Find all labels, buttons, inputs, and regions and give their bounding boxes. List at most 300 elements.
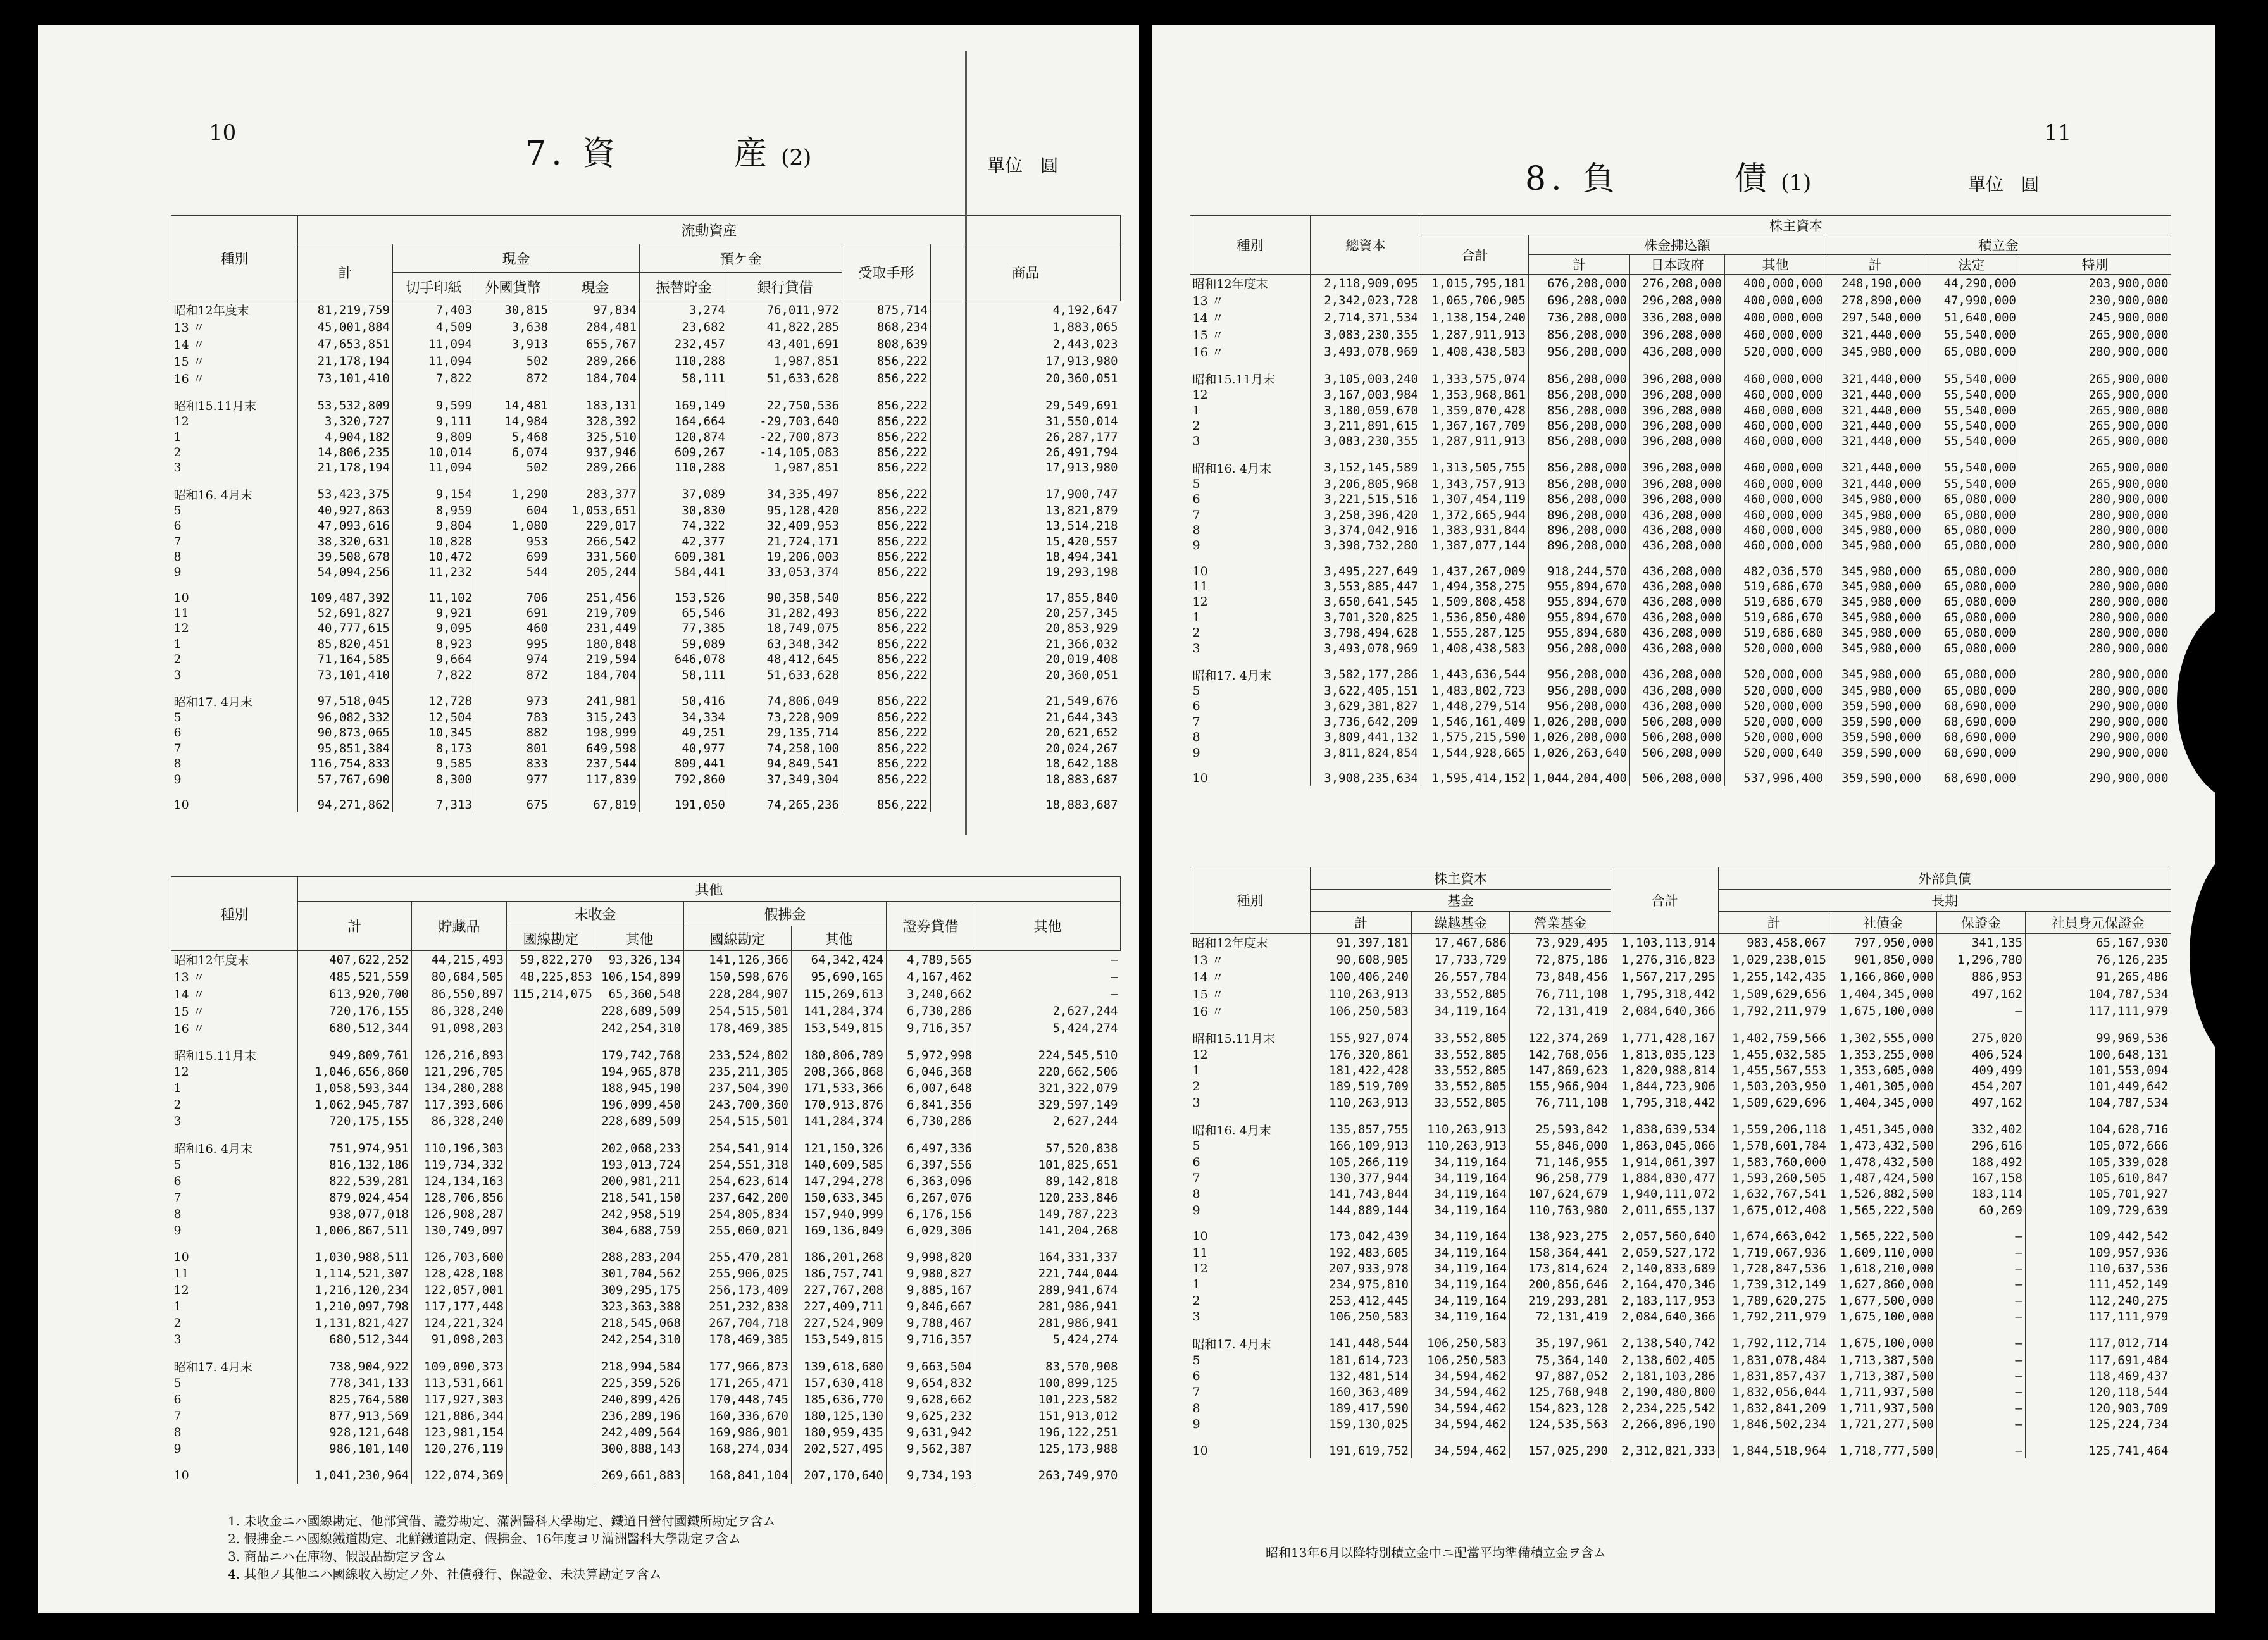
table-cell: 90,873,065: [298, 725, 393, 740]
table-cell: 26,557,784: [1412, 968, 1510, 985]
table-cell: 1,114,521,307: [298, 1265, 412, 1282]
gap-cell: [1311, 449, 1421, 459]
table-cell: 4,904,182: [298, 429, 393, 444]
table-cell: 218,541,150: [595, 1190, 684, 1206]
table-cell: 738,904,922: [298, 1358, 412, 1375]
gap-cell: [1510, 1111, 1611, 1121]
table-cell: 1,065,706,905: [1421, 292, 1529, 309]
table-cell: [507, 1080, 595, 1096]
table-row: [1190, 730, 2171, 745]
table-row: [171, 318, 1121, 335]
gap-cell: [171, 787, 298, 797]
table-cell: 12,504: [393, 710, 475, 725]
table-cell: 194,965,878: [595, 1064, 684, 1080]
table-cell: 20,621,652: [931, 725, 1121, 740]
row-period: 2: [1192, 1293, 1200, 1308]
table-cell: 1,401,305,000: [1829, 1079, 1937, 1095]
table-row: [1190, 699, 2171, 714]
table-cell: 1,103,113,914: [1611, 934, 1719, 952]
table-cell: 3,258,396,420: [1311, 507, 1421, 522]
gap-cell: [887, 1457, 975, 1467]
table-cell: 125,224,734: [2026, 1416, 2171, 1432]
table-cell: 3,398,732,280: [1311, 538, 1421, 553]
row-period: 8: [173, 757, 182, 771]
gap-cell: [2019, 360, 2171, 370]
table-cell: 34,119,164: [1412, 1245, 1510, 1260]
table-cell: 144,889,144: [1311, 1202, 1412, 1218]
table-cell: 21,549,676: [931, 693, 1121, 710]
group-temp-payment: 假拂金: [684, 902, 887, 926]
table-row: [171, 1222, 1121, 1239]
table-cell: 751,974,951: [298, 1140, 412, 1157]
gap-cell: [1412, 1219, 1510, 1229]
left-page: [38, 25, 1139, 1613]
gap-cell: [975, 1239, 1121, 1249]
row-period: 昭和17. 4月末: [1192, 1337, 1271, 1351]
row-gap: [1190, 360, 2171, 370]
gap-cell: [640, 787, 728, 797]
gap-cell: [1829, 1325, 1937, 1335]
table-cell: 309,295,175: [595, 1282, 684, 1298]
table-cell: 1,675,100,000: [1829, 1002, 1937, 1019]
table-cell: 57,520,838: [975, 1140, 1121, 1157]
row-period: 10: [173, 1469, 189, 1482]
table-cell: 44,290,000: [1924, 275, 2019, 292]
table-cell: 10,472: [393, 549, 475, 564]
gap-cell: [171, 1239, 298, 1249]
table-cell: 117,691,484: [2026, 1352, 2171, 1368]
table-cell: 53,532,809: [298, 397, 393, 414]
table-cell: 3,374,042,916: [1311, 523, 1421, 538]
gap-cell: [684, 1129, 792, 1140]
table-cell: 153,526: [640, 590, 728, 606]
table-cell: 9,921: [393, 606, 475, 621]
row-gap: [1190, 1219, 2171, 1229]
row-period: 10: [1192, 1229, 1208, 1244]
gap-cell: [1924, 761, 2019, 771]
row-period: 5: [173, 1376, 182, 1390]
table-cell: 155,966,904: [1510, 1079, 1611, 1095]
table-cell: 956,208,000: [1529, 640, 1630, 655]
table-cell: 5,468: [475, 429, 551, 444]
table-cell: 14,481: [475, 397, 551, 414]
table-cell: 141,284,374: [792, 1113, 887, 1129]
table-row: [171, 486, 1121, 503]
gap-cell: [1924, 656, 2019, 666]
table-cell: 856,222: [842, 370, 931, 387]
table-cell: 341,135: [1937, 934, 2026, 952]
gap-cell: [298, 387, 393, 397]
table-cell: 29,549,691: [931, 397, 1121, 414]
table-cell: 11,102: [393, 590, 475, 606]
table-cell: 856,208,000: [1529, 326, 1630, 343]
table-row: [171, 1047, 1121, 1064]
table-cell: 17,733,729: [1412, 951, 1510, 968]
row-period: 16 〃: [1192, 345, 1224, 359]
table-cell: 164,331,337: [975, 1249, 1121, 1265]
table-cell: 65,360,548: [595, 985, 684, 1002]
gap-cell: [298, 1348, 412, 1358]
row-period: 6: [1192, 1369, 1200, 1383]
table-cell: 157,940,999: [792, 1206, 887, 1222]
table-cell: —: [1937, 1245, 2026, 1260]
table-cell: 1,789,620,275: [1719, 1293, 1829, 1308]
table-cell: 6,046,368: [887, 1064, 975, 1080]
row-period: 3: [1192, 434, 1200, 449]
gap-cell: [1421, 449, 1529, 459]
table-cell: 80,684,505: [412, 968, 507, 985]
table-cell: 74,806,049: [728, 693, 842, 710]
table-cell: 436,208,000: [1630, 523, 1725, 538]
table-cell: 72,875,186: [1510, 951, 1611, 968]
row-period: 昭和15.11月末: [1192, 1032, 1275, 1046]
table-cell: 94,849,541: [728, 756, 842, 771]
gap-cell: [551, 683, 640, 693]
gap-cell: [887, 1239, 975, 1249]
row-period: 7: [173, 534, 182, 549]
table-cell: 506,208,000: [1630, 745, 1725, 760]
table-cell: 2,627,244: [975, 1113, 1121, 1129]
col-long-total: 計: [1719, 912, 1829, 934]
table-cell: 33,053,374: [728, 564, 842, 580]
table-cell: 396,208,000: [1630, 492, 1725, 507]
table-cell: 856,208,000: [1529, 459, 1630, 476]
gap-cell: [792, 1239, 887, 1249]
col-other: 其他: [975, 902, 1121, 951]
row-period: 14 〃: [173, 338, 205, 352]
table-cell: 1,402,759,566: [1719, 1029, 1829, 1047]
table-cell: 436,208,000: [1630, 610, 1725, 625]
table-cell: 1,838,639,534: [1611, 1121, 1719, 1138]
table-cell: 63,348,342: [728, 637, 842, 652]
table-cell: 2,084,640,366: [1611, 1308, 1719, 1324]
col-total: 計: [298, 244, 393, 301]
col-carried-fund: 繰越基金: [1412, 912, 1510, 934]
table-cell: 3,650,641,545: [1311, 594, 1421, 609]
table-row: [171, 951, 1121, 969]
row-period: 昭和16. 4月末: [173, 488, 252, 502]
table-row: [171, 1113, 1121, 1129]
table-cell: 160,363,409: [1311, 1384, 1412, 1400]
row-period: 3: [1192, 641, 1200, 655]
table-cell: 138,923,275: [1510, 1229, 1611, 1245]
table-row: [171, 1080, 1121, 1096]
table-cell: 2,266,896,190: [1611, 1416, 1719, 1432]
table-cell: 290,900,000: [2019, 730, 2171, 745]
gap-cell: [1725, 761, 1826, 771]
table-cell: 51,633,628: [728, 667, 842, 682]
table-cell: 3,320,727: [298, 414, 393, 429]
table-row: [171, 1358, 1121, 1375]
table-cell: 955,894,670: [1529, 610, 1630, 625]
table-cell: 3,629,381,827: [1311, 699, 1421, 714]
table-cell: 345,980,000: [1826, 625, 1924, 640]
table-cell: 345,980,000: [1826, 538, 1924, 553]
table-cell: 872: [475, 667, 551, 682]
table-cell: 7,403: [393, 301, 475, 319]
table-cell: 675: [475, 797, 551, 812]
table-cell: 18,749,075: [728, 621, 842, 636]
table-cell: 1,307,454,119: [1421, 492, 1529, 507]
table-row: [1190, 1079, 2171, 1095]
table-cell: 1,210,097,798: [298, 1298, 412, 1315]
gap-cell: [507, 1348, 595, 1358]
table-cell: 502: [475, 352, 551, 370]
table-cell: 2,138,602,405: [1611, 1352, 1719, 1368]
row-period: 2: [173, 1098, 182, 1112]
table-cell: 251,456: [551, 590, 640, 606]
table-cell: 280,900,000: [2019, 507, 2171, 522]
table-cell: 396,208,000: [1630, 387, 1725, 402]
table-cell: 822,539,281: [298, 1173, 412, 1190]
table-cell: 1,041,230,964: [298, 1467, 412, 1484]
row-period: 6: [173, 519, 182, 533]
table-cell: 2,118,909,095: [1311, 275, 1421, 292]
table-row: [171, 335, 1121, 352]
table-cell: 173,042,439: [1311, 1229, 1412, 1245]
table-cell: 280,900,000: [2019, 523, 2171, 538]
table-cell: 76,126,235: [2026, 951, 2171, 968]
gap-cell: [2019, 761, 2171, 771]
row-period: 10: [173, 1250, 189, 1264]
table-row: [1190, 1368, 2171, 1384]
table-cell: 110,263,913: [1412, 1121, 1510, 1138]
table-cell: 280,900,000: [2019, 640, 2171, 655]
gap-cell: [842, 787, 931, 797]
table-cell: 974: [475, 652, 551, 667]
table-cell: [507, 1019, 595, 1036]
table-cell: 265,900,000: [2019, 433, 2171, 449]
table-cell: 460,000,000: [1725, 492, 1826, 507]
table-cell: 280,900,000: [2019, 594, 2171, 609]
table-cell: 179,742,768: [595, 1047, 684, 1064]
table-cell: 219,594: [551, 652, 640, 667]
table-row: [171, 985, 1121, 1002]
table-row: [1190, 968, 2171, 985]
table-cell: 3,083,230,355: [1311, 433, 1421, 449]
table-cell: 797,950,000: [1829, 934, 1937, 952]
table-cell: 170,913,876: [792, 1096, 887, 1113]
table-row: [1190, 1443, 2171, 1458]
table-cell: 345,980,000: [1826, 492, 1924, 507]
table-cell: 9,631,942: [887, 1424, 975, 1441]
table-cell: 1,473,432,500: [1829, 1138, 1937, 1154]
table-cell: 85,820,451: [298, 637, 393, 652]
row-gap: [1190, 1111, 2171, 1121]
liabilities-fund-table: [1190, 867, 2171, 1458]
row-period: 6: [1192, 699, 1200, 714]
table-cell: 191,619,752: [1311, 1443, 1412, 1458]
table-cell: 170,448,745: [684, 1391, 792, 1408]
table-cell: 9,628,662: [887, 1391, 975, 1408]
gap-cell: [1725, 554, 1826, 564]
table-row: [1190, 1186, 2171, 1202]
table-cell: 72,131,419: [1510, 1308, 1611, 1324]
col-deposits: 保證金: [1937, 912, 2026, 934]
table-cell: 67,819: [551, 797, 640, 812]
table-cell: 336,208,000: [1630, 309, 1725, 326]
table-cell: 400,000,000: [1725, 309, 1826, 326]
table-cell: 75,364,140: [1510, 1352, 1611, 1368]
table-row: [1190, 1384, 2171, 1400]
gap-cell: [1719, 1219, 1829, 1229]
gap-cell: [595, 1129, 684, 1140]
gap-cell: [1725, 360, 1826, 370]
col-total: 計: [298, 902, 412, 951]
table-cell: 26,287,177: [931, 429, 1121, 444]
table-cell: 696,208,000: [1529, 292, 1630, 309]
table-cell: 520,000,640: [1725, 745, 1826, 760]
table-cell: 71,164,585: [298, 652, 393, 667]
table-cell: 44,215,493: [412, 951, 507, 969]
table-cell: 901,850,000: [1829, 951, 1937, 968]
gap-cell: [298, 1129, 412, 1140]
table-cell: 482,036,570: [1725, 564, 1826, 579]
gap-cell: [1719, 1432, 1829, 1443]
col-paidin-other: 其他: [1725, 255, 1826, 275]
gap-cell: [1421, 761, 1529, 771]
table-cell: 106,250,583: [1311, 1308, 1412, 1324]
row-period: 6: [173, 1393, 182, 1407]
table-cell: 1,026,208,000: [1529, 730, 1630, 745]
row-period: 5: [173, 503, 182, 518]
table-row: [1190, 625, 2171, 640]
other-assets-table: [171, 876, 1121, 1484]
table-cell: —: [1937, 1002, 2026, 1019]
table-cell: 20,853,929: [931, 621, 1121, 636]
table-cell: 65,080,000: [1924, 666, 2019, 683]
table-cell: 265,900,000: [2019, 459, 2171, 476]
table-cell: [507, 1002, 595, 1019]
gap-cell: [298, 1036, 412, 1047]
table-cell: 38,320,631: [298, 533, 393, 549]
table-cell: 20,360,051: [931, 370, 1121, 387]
table-cell: 783: [475, 710, 551, 725]
row-period: 2: [1192, 418, 1200, 433]
table-cell: 290,900,000: [2019, 699, 2171, 714]
group-current-assets: 流動資産: [298, 216, 1121, 244]
gap-cell: [792, 1457, 887, 1467]
gap-cell: [171, 1129, 298, 1140]
row-period: 16 〃: [1192, 1005, 1224, 1019]
table-cell: 289,266: [551, 352, 640, 370]
table-cell: 281,986,941: [975, 1298, 1121, 1315]
row-gap: [1190, 554, 2171, 564]
table-cell: 856,222: [842, 549, 931, 564]
table-cell: 1,216,120,234: [298, 1282, 412, 1298]
table-cell: 141,126,366: [684, 951, 792, 969]
gap-cell: [1529, 554, 1630, 564]
table-cell: 265,900,000: [2019, 418, 2171, 433]
table-cell: 1,387,077,144: [1421, 538, 1529, 553]
table-cell: 183,131: [551, 397, 640, 414]
table-cell: 93,326,134: [595, 951, 684, 969]
table-cell: 1,509,629,656: [1719, 985, 1829, 1002]
table-cell: 520,000,000: [1725, 714, 1826, 730]
table-cell: 872: [475, 370, 551, 387]
table-cell: 35,197,961: [1510, 1335, 1611, 1352]
table-cell: 956,208,000: [1529, 683, 1630, 699]
table-row: [171, 370, 1121, 387]
table-cell: 1,593,260,505: [1719, 1170, 1829, 1186]
table-cell: 180,806,789: [792, 1047, 887, 1064]
table-cell: 1,884,830,477: [1611, 1170, 1719, 1186]
table-cell: 73,228,909: [728, 710, 842, 725]
gap-cell: [475, 580, 551, 590]
gap-cell: [1924, 449, 2019, 459]
table-row: [1190, 1095, 2171, 1110]
table-cell: 856,222: [842, 564, 931, 580]
table-cell: 331,560: [551, 549, 640, 564]
table-cell: 856,208,000: [1529, 418, 1630, 433]
gap-cell: [298, 580, 393, 590]
group-deposits: 預ケ金: [640, 244, 842, 273]
table-row: [1190, 538, 2171, 553]
table-cell: 55,540,000: [1924, 402, 2019, 418]
table-cell: 47,093,616: [298, 518, 393, 533]
table-cell: 33,552,805: [1412, 1079, 1510, 1095]
footnote: 4. 其他ノ其他ニハ國線收入勘定ノ外、社債發行、保證金、未決算勘定ヲ含ム: [228, 1567, 662, 1582]
table-cell: 221,744,044: [975, 1265, 1121, 1282]
table-cell: 119,734,332: [412, 1157, 507, 1173]
row-period: 9: [173, 1224, 182, 1238]
gap-cell: [1630, 360, 1725, 370]
table-cell: 1,813,035,123: [1611, 1047, 1719, 1062]
table-cell: 118,469,437: [2026, 1368, 2171, 1384]
table-cell: 280,900,000: [2019, 579, 2171, 594]
table-row: [1190, 1229, 2171, 1245]
row-period: 11: [1192, 580, 1208, 594]
table-cell: 1,526,882,500: [1829, 1186, 1937, 1202]
table-cell: 276,208,000: [1630, 275, 1725, 292]
gap-cell: [2019, 656, 2171, 666]
table-cell: [507, 1391, 595, 1408]
table-cell: 1,914,061,397: [1611, 1154, 1719, 1170]
table-cell: 30,830: [640, 503, 728, 518]
table-cell: 37,089: [640, 486, 728, 503]
table-cell: 4,167,462: [887, 968, 975, 985]
table-cell: 200,856,646: [1510, 1277, 1611, 1293]
table-cell: 7,313: [393, 797, 475, 812]
gap-cell: [595, 1457, 684, 1467]
title-part: (1): [1781, 170, 1812, 196]
row-period: 15 〃: [1192, 328, 1224, 342]
table-row: [1190, 402, 2171, 418]
gap-cell: [595, 1239, 684, 1249]
table-cell: 3,221,515,516: [1311, 492, 1421, 507]
row-period: 昭和16. 4月末: [1192, 1123, 1271, 1138]
footnotes: [228, 1512, 775, 1583]
table-row: [1190, 459, 2171, 476]
table-cell: [507, 1467, 595, 1484]
table-cell: 224,545,510: [975, 1047, 1121, 1064]
gap-cell: [1611, 1325, 1719, 1335]
row-period: 8: [173, 549, 182, 564]
table-cell: 48,225,853: [507, 968, 595, 985]
table-cell: 1,343,757,913: [1421, 476, 1529, 492]
row-period: 昭和15.11月末: [173, 399, 256, 413]
table-cell: 208,366,868: [792, 1064, 887, 1080]
table-cell: 868,234: [842, 318, 931, 335]
table-cell: 544: [475, 564, 551, 580]
row-period: 5: [1192, 684, 1200, 699]
table-row: [171, 564, 1121, 580]
table-cell: 124,535,563: [1510, 1416, 1611, 1432]
row-period: 昭和12年度末: [1192, 277, 1268, 291]
table-cell: 72,131,419: [1510, 1002, 1611, 1019]
table-cell: 18,642,188: [931, 756, 1121, 771]
table-cell: 254,551,318: [684, 1157, 792, 1173]
